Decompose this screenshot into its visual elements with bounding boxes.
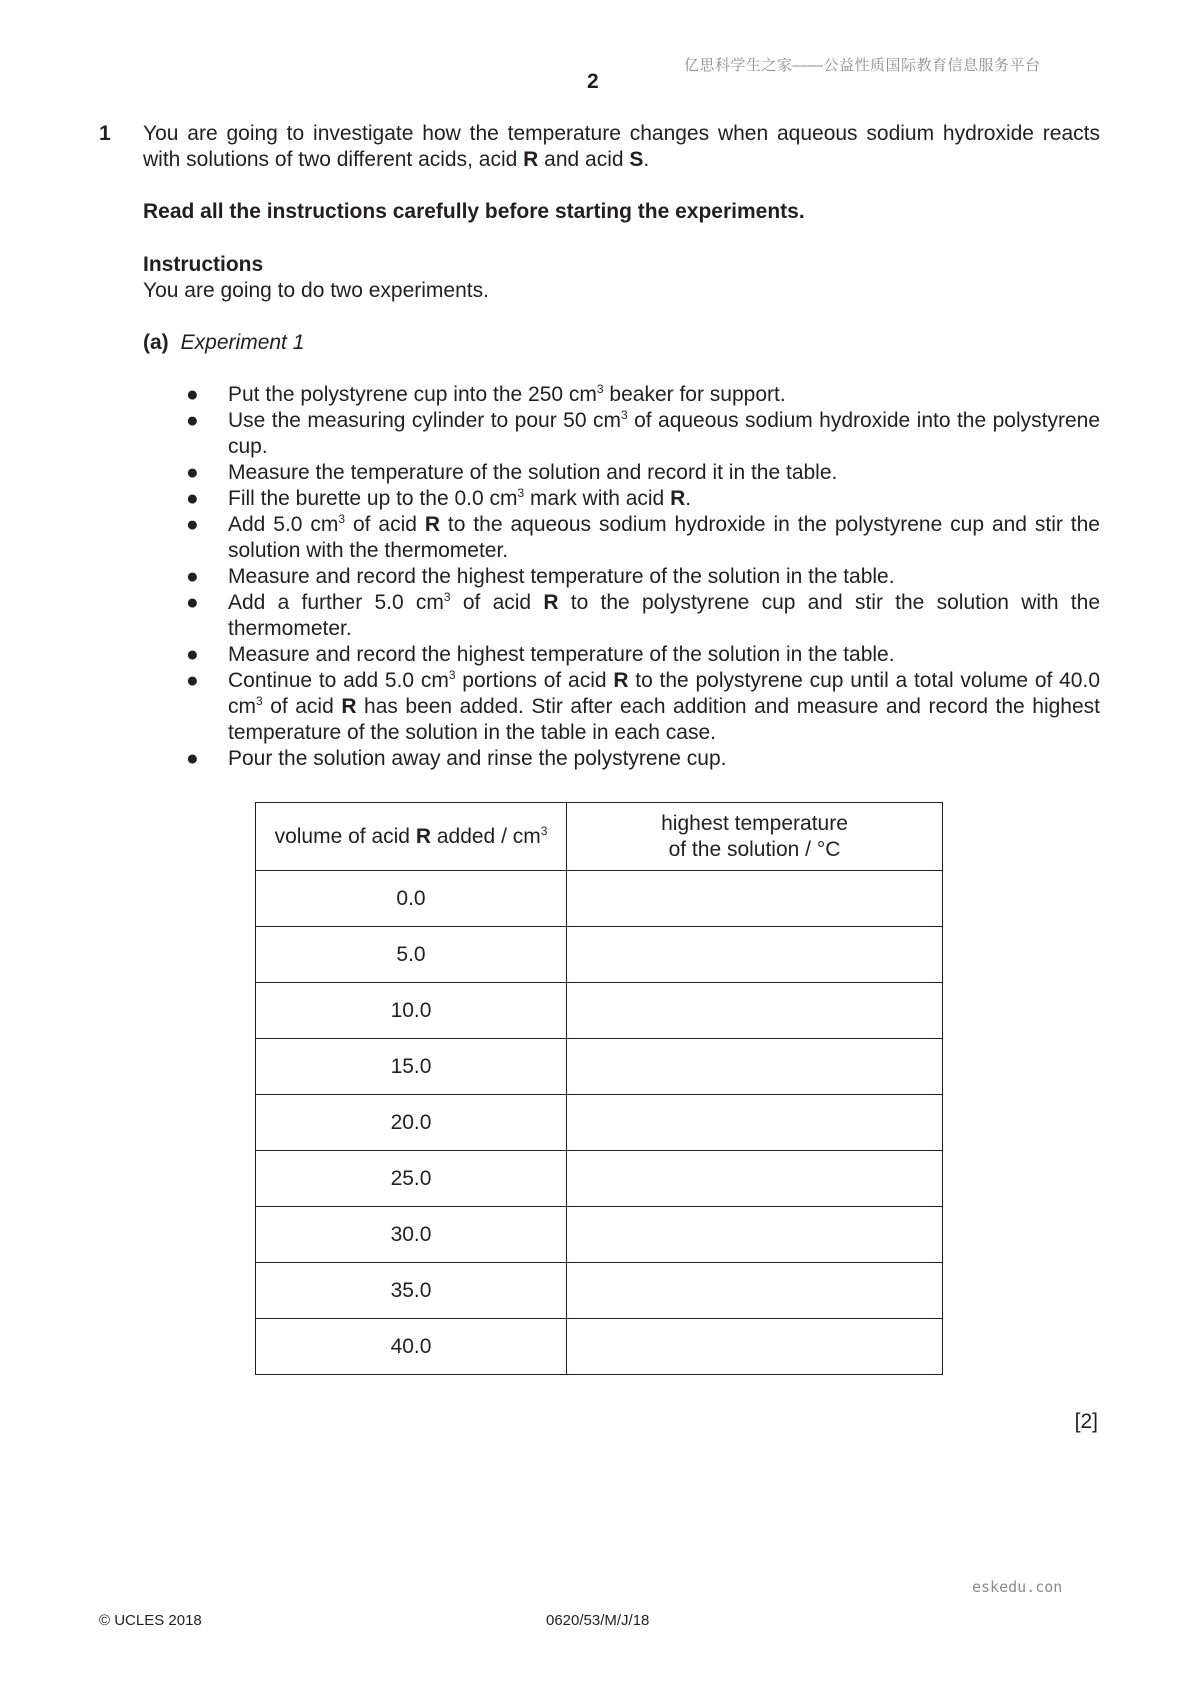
page-number: 2 — [587, 70, 599, 93]
volume-cell: 10.0 — [256, 983, 567, 1039]
bullet-icon: ● — [186, 487, 199, 510]
table-row — [256, 1263, 943, 1319]
list-item: ● Add a further 5.0 $cm^3$ of acid R to the polystyrene cup and stir the solution with the thermometer. — [186, 590, 1101, 640]
instructions-heading: Instructions — [143, 253, 264, 276]
bullet-icon: ● — [186, 383, 199, 406]
table-row — [256, 871, 943, 927]
bullet-icon: ● — [186, 643, 199, 666]
list-item: ● Use the measuring cylinder to pour 50 $cm^3$ of aqueous sodium hydroxide into the polystyrene cup. — [186, 408, 1100, 458]
temperature-cell[interactable] — [567, 1095, 943, 1151]
table-row — [256, 927, 943, 983]
volume-cell: 35.0 — [256, 1263, 567, 1319]
table-row — [256, 1207, 943, 1263]
bullet-icon: ● — [186, 409, 199, 432]
list-item: ● Pour the solution away and rinse the polystyrene cup. — [186, 747, 727, 770]
results-table — [255, 802, 943, 1375]
volume-cell: 25.0 — [256, 1151, 567, 1207]
question-intro: You are going to investigate how the temperature changes when aqueous sodium hydroxide reacts with solutions of two different acids, acid R and acid S. — [143, 122, 1100, 171]
volume-cell: 40.0 — [256, 1319, 567, 1375]
temperature-cell[interactable] — [567, 871, 943, 927]
table-row — [256, 1039, 943, 1095]
instructions-text: You are going to do two experiments. — [143, 279, 489, 302]
column-header-volume: volume of acid R added / $cm^3$ — [256, 803, 567, 871]
list-item: ● Put the polystyrene cup into the 250 $cm^3$ beaker for support. — [186, 382, 786, 406]
table-row — [256, 1319, 943, 1375]
watermark-header: 亿思科学生之家——公益性质国际教育信息服务平台 — [684, 57, 1041, 74]
column-header-temperature: highest temperature of the solution / °C — [567, 803, 943, 871]
part-a-heading: (a) Experiment 1 — [143, 331, 305, 354]
list-item: ● Continue to add 5.0 $cm^3$ portions of acid R to the polystyrene cup until a total volume of 40.0 $cm^3$ of acid R has been added. Stir after each addition and measure and record the highest temperature of the solution in the table in each case. — [186, 668, 1100, 744]
list-item: ● Fill the burette up to the 0.0 $cm^3$ mark with acid R. — [186, 486, 692, 510]
paper-code: 0620/53/M/J/18 — [546, 1612, 650, 1629]
temperature-cell[interactable] — [567, 1151, 943, 1207]
volume-cell: 15.0 — [256, 1039, 567, 1095]
table-row — [256, 983, 943, 1039]
list-item: ● Add 5.0 $cm^3$ of acid R to the aqueous sodium hydroxide in the polystyrene cup and stir the solution with the thermometer. — [186, 512, 1100, 562]
temperature-cell[interactable] — [567, 1207, 943, 1263]
list-item: ● Measure and record the highest temperature of the solution in the table. — [186, 643, 895, 666]
marks-allocation: [2] — [1074, 1410, 1098, 1433]
temperature-cell[interactable] — [567, 1039, 943, 1095]
read-instructions-note: Read all the instructions carefully before starting the experiments. — [143, 200, 805, 223]
bullet-icon: ● — [186, 513, 199, 536]
volume-cell: 0.0 — [256, 871, 567, 927]
bullet-icon: ● — [186, 747, 199, 770]
bullet-icon: ● — [186, 669, 199, 692]
table-row — [256, 1095, 943, 1151]
instruction-list — [186, 382, 1100, 772]
volume-cell: 30.0 — [256, 1207, 567, 1263]
temperature-cell[interactable] — [567, 983, 943, 1039]
list-item: ● Measure the temperature of the solution and record it in the table. — [186, 461, 838, 484]
temperature-cell[interactable] — [567, 927, 943, 983]
temperature-cell[interactable] — [567, 1263, 943, 1319]
table-row — [256, 1151, 943, 1207]
list-item: ● Measure and record the highest temperature of the solution in the table. — [186, 565, 895, 588]
temperature-cell[interactable] — [567, 1319, 943, 1375]
volume-cell: 5.0 — [256, 927, 567, 983]
question-number: 1 — [99, 122, 111, 145]
table-header-row — [256, 803, 943, 871]
watermark-footer: eskedu.con — [972, 1578, 1063, 1596]
volume-cell: 20.0 — [256, 1095, 567, 1151]
bullet-icon: ● — [186, 565, 199, 588]
copyright-notice: © UCLES 2018 — [99, 1612, 202, 1629]
bullet-icon: ● — [186, 461, 199, 484]
bullet-icon: ● — [186, 591, 199, 614]
